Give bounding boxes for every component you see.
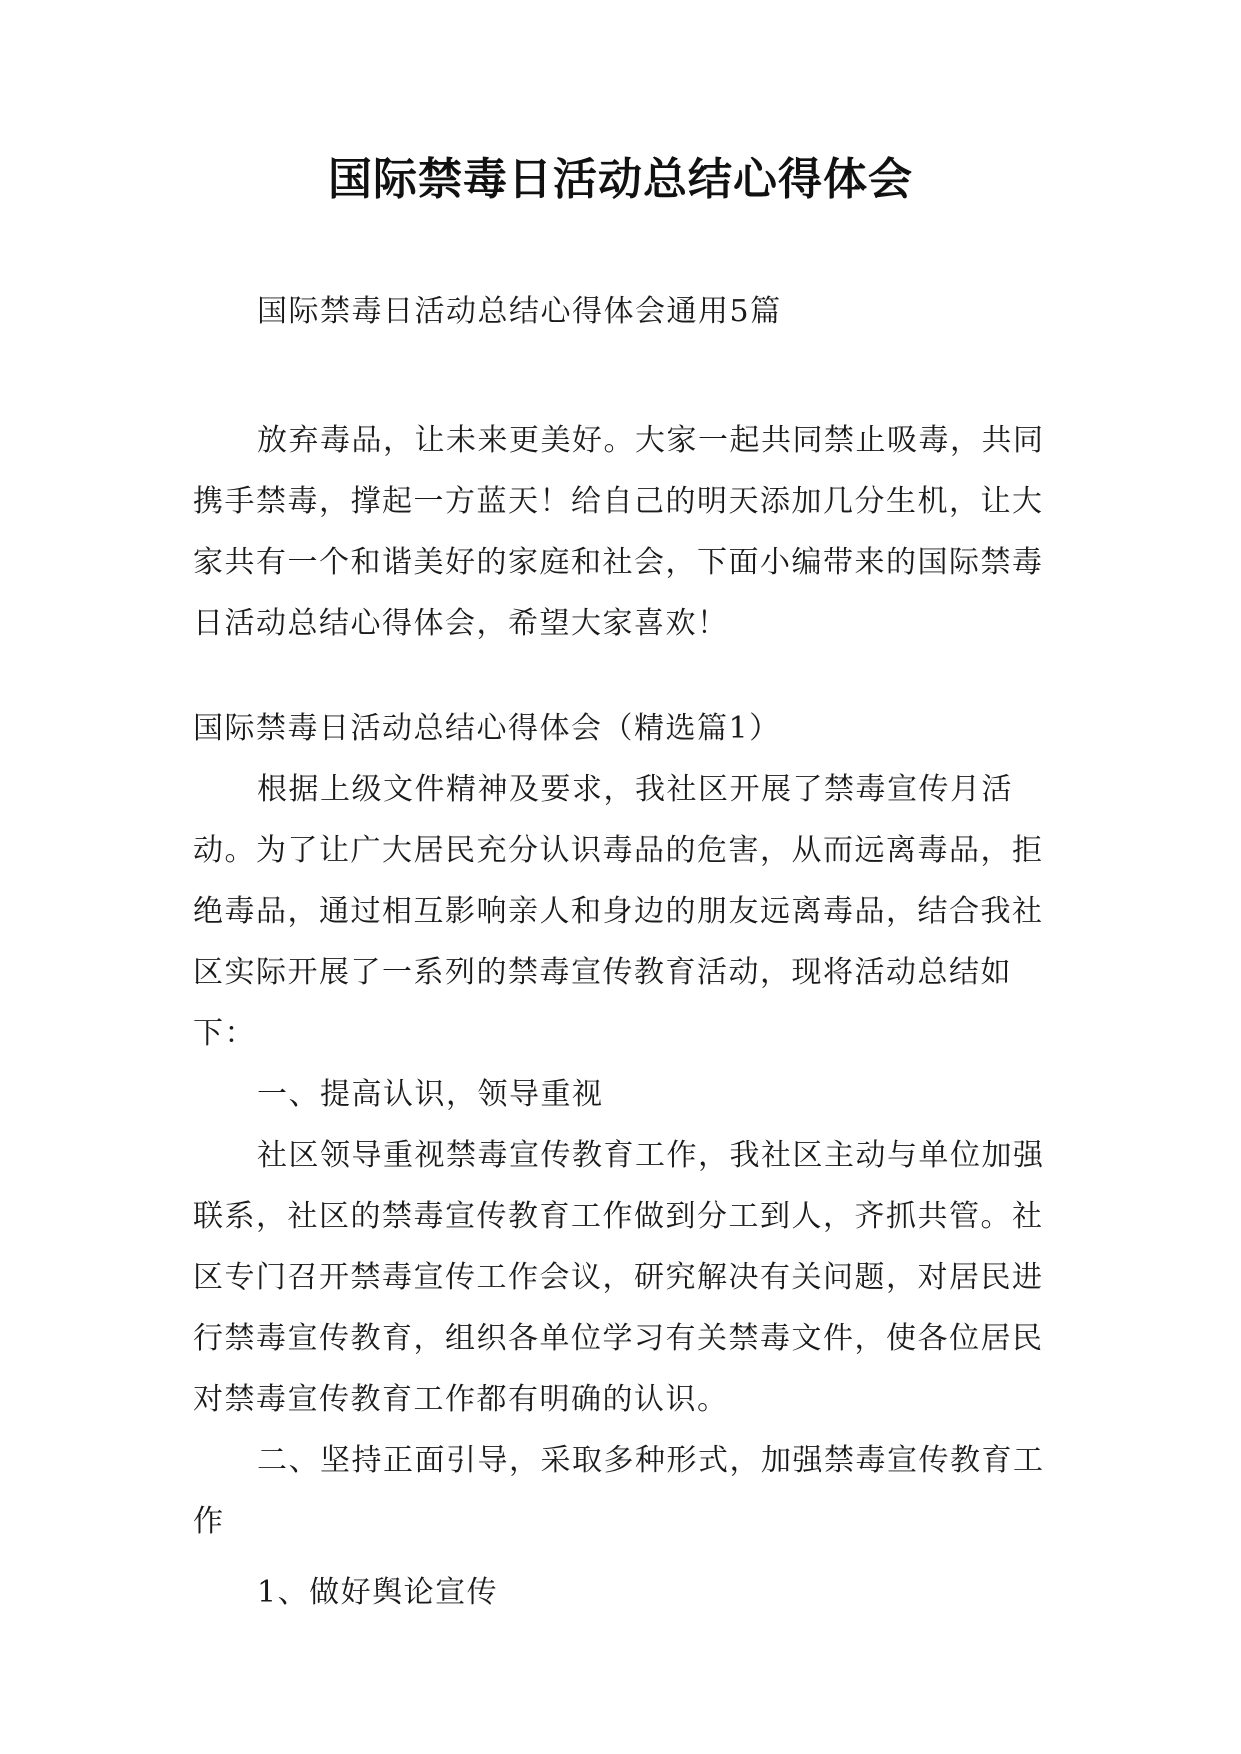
subheading-1: 1、做好舆论宣传 — [257, 1575, 499, 1610]
paragraph-1: 根据上级文件精神及要求，我社区开展了禁毒宣传月活动。为了让广大居民充分认识毒品的危害，从而远离毒品，拒绝毒品，通过相互影响亲人和身边的朋友远离毒品，结合我社区实际开展了一系列的禁毒宣传教育活动，现将活动总结如下： — [193, 772, 1044, 1051]
intro-section — [193, 410, 1061, 654]
heading-2: 二、坚持正面引导，采取多种形式，加强禁毒宣传教育工作 — [193, 1443, 1045, 1539]
document-title: 国际禁毒日活动总结心得体会 — [328, 154, 913, 205]
main-content — [193, 698, 1061, 1623]
document-subtitle — [193, 292, 1061, 332]
subtitle-text: 国际禁毒日活动总结心得体会通用5篇 — [257, 294, 782, 329]
heading-1: 一、提高认识，领导重视 — [257, 1077, 604, 1112]
paragraph-2: 社区领导重视禁毒宣传教育工作，我社区主动与单位加强联系，社区的禁毒宣传教育工作做到分工到人，齐抓共管。社区专门召开禁毒宣传工作会议，研究解决有关问题，对居民进行禁毒宣传教育，组织各单位学习有关禁毒文件，使各位居民对禁毒宣传教育工作都有明确的认识。 — [193, 1138, 1045, 1417]
intro-paragraph: 放弃毒品，让未来更美好。大家一起共同禁止吸毒，共同携手禁毒，撑起一方蓝天！给自己的明天添加几分生机，让大家共有一个和谐美好的家庭和社会，下面小编带来的国际禁毒日活动总结心得体会，希望大家喜欢！ — [193, 423, 1045, 641]
section-heading: 国际禁毒日活动总结心得体会（精选篇1） — [193, 711, 781, 746]
